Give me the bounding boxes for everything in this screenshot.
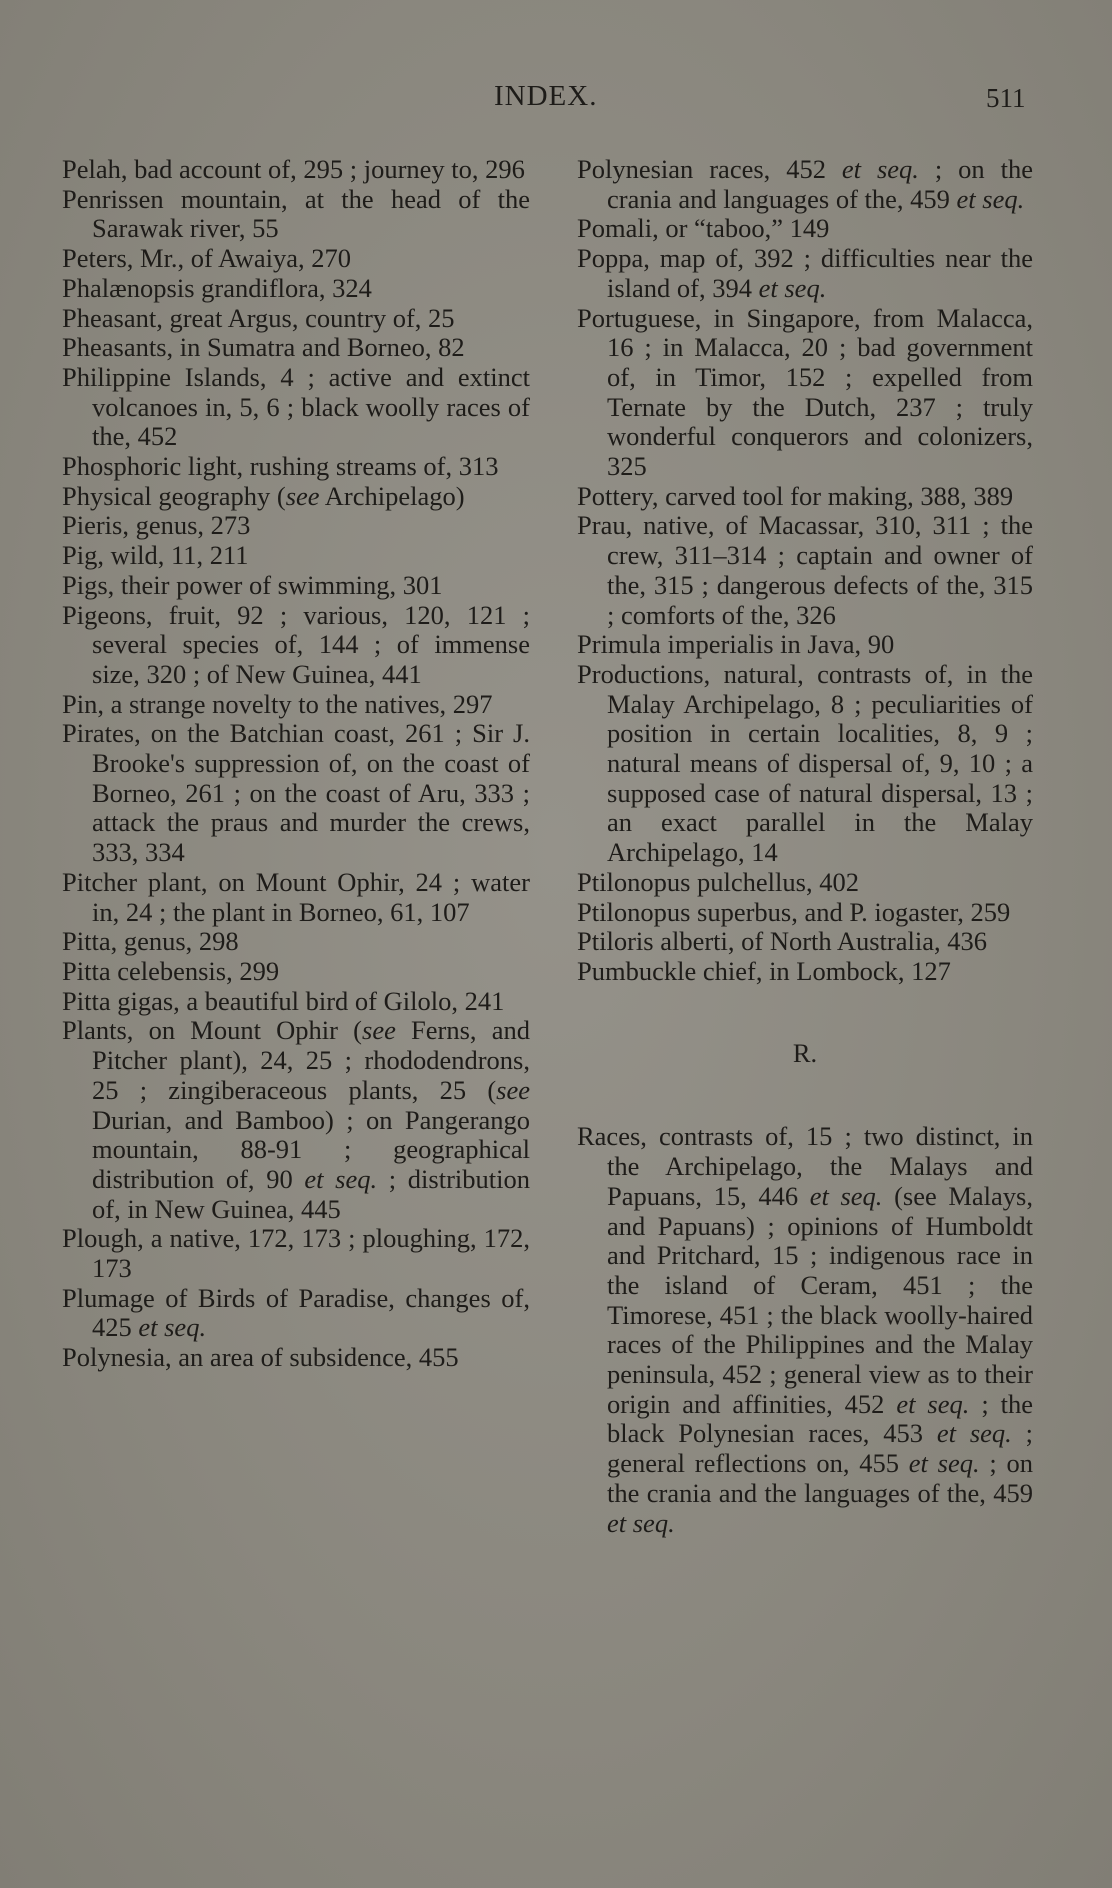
index-entry: Phosphoric light, rushing streams of, 313 <box>62 451 499 482</box>
index-entry: Pin, a strange novelty to the natives, 297 <box>62 688 493 719</box>
index-entry: Ptiloris alberti, of North Australia, 436 <box>577 926 987 957</box>
index-entry: Primula imperialis in Java, 90 <box>577 629 895 660</box>
index-entry: Portuguese, in Singapore, from Malacca, 16 ; in Malacca, 20 ; bad government of, in Timor, 152 ; expelled from Ternate by the Dutch, 237 ; truly wonderful conquerors and colonizers, 325 <box>577 302 1033 482</box>
index-entry: Pheasant, great Argus, country of, 25 <box>62 302 455 333</box>
index-entry: Productions, natural, contrasts of, in the Malay Archipelago, 8 ; peculiarities of position in certain localities, 8, 9 ; natural means of dispersal of, 9, 10 ; a supposed case of natural dispersal, 13 ; an exact parallel in the Malay Archipelago, 14 <box>577 658 1033 868</box>
index-entry: Polynesia, an area of subsidence, 455 <box>62 1342 459 1373</box>
index-entry: Races, contrasts of, 15 ; two distinct, in the Archipelago, the Malays and Papuans, 15, 446 et seq. (see Malays, and Papuans) ; opinions of Humboldt and Pritchard, 15 ; indigenous race in the island of Ceram, 451 ; the Timorese, 451 ; the black woolly-haired races of the Philippines and the Malay peninsula, 452 ; general view as to their origin and affinities, 452 et seq. ; the black Polynesian races, 453 et seq. ; general reflections on, 455 et seq. ; on the crania and the languages of the, 459 et seq. <box>577 1121 1033 1538</box>
index-entry: Pieris, genus, 273 <box>62 510 251 541</box>
index-entry: Peters, Mr., of Awaiya, 270 <box>62 243 352 274</box>
index-entry: Plough, a native, 172, 173 ; ploughing, 172, 173 <box>62 1223 530 1284</box>
index-entry: Penrissen mountain, at the head of the Sarawak river, 55 <box>62 183 530 244</box>
running-head <box>0 80 1112 120</box>
index-entry: Ptilonopus pulchellus, 402 <box>577 866 859 897</box>
right-column-entries <box>577 155 1033 987</box>
index-entry: Poppa, map of, 392 ; difficulties near the island of, 394 et seq. <box>577 243 1033 303</box>
index-entry: Ptilonopus superbus, and P. iogaster, 259 <box>577 896 1011 927</box>
index-entry: Pigeons, fruit, 92 ; various, 120, 121 ; several species of, 144 ; of immense size, 320 ; of New Guinea, 441 <box>62 599 530 689</box>
right-column <box>577 155 1033 1538</box>
index-entry: Pig, wild, 11, 211 <box>62 540 249 571</box>
index-entry: Pitta celebensis, 299 <box>62 955 280 986</box>
index-entry: Physical geography (see Archipelago) <box>62 480 465 511</box>
index-entry: Pomali, or “taboo,” 149 <box>577 213 830 244</box>
index-entry: Pitta, genus, 298 <box>62 926 239 957</box>
index-entry: Pitcher plant, on Mount Ophir, 24 ; water in, 24 ; the plant in Borneo, 61, 107 <box>62 866 530 927</box>
section-letter: R. <box>792 1037 818 1068</box>
left-column <box>62 155 530 1373</box>
index-entry: Pottery, carved tool for making, 388, 389 <box>577 480 1014 511</box>
index-entry: Pirates, on the Batchian coast, 261 ; Sir J. Brooke's suppression of, on the coast of Borneo, 261 ; on the coast of Aru, 333 ; attack the praus and murder the crews, 333, 334 <box>62 718 530 868</box>
page-number: 511 <box>986 83 1026 113</box>
index-entry: Pelah, bad account of, 295 ; journey to, 296 <box>62 154 525 184</box>
index-entry: Polynesian races, 452 et seq. ; on the crania and languages of the, 459 et seq. <box>577 154 1033 214</box>
index-entry: Phalænopsis grandiflora, 324 <box>62 272 372 303</box>
running-title: INDEX. <box>494 80 598 112</box>
right-column-entries-r <box>577 1122 1033 1538</box>
index-entry: Pumbuckle chief, in Lombock, 127 <box>577 955 951 986</box>
index-entry: Philippine Islands, 4 ; active and extinct volcanoes in, 5, 6 ; black woolly races of the, 452 <box>62 361 530 452</box>
index-entry: Plants, on Mount Ophir (see Ferns, and Pitcher plant), 24, 25 ; rhododendrons, 25 ; zingiberaceous plants, 25 (see Durian, and Bamboo) ; on Pangerango mountain, 88-91 ; geographical distribution of, 90 et seq. ; distribution of, in New Guinea, 445 <box>62 1015 530 1224</box>
index-entry: Pigs, their power of swimming, 301 <box>62 569 443 600</box>
index-entry: Pheasants, in Sumatra and Borneo, 82 <box>62 332 465 363</box>
index-entry: Prau, native, of Macassar, 310, 311 ; the crew, 311–314 ; captain and owner of the, 315 ; dangerous defects of the, 315 ; comforts of the, 326 <box>577 510 1033 630</box>
index-entry: Pitta gigas, a beautiful bird of Gilolo, 241 <box>62 985 505 1016</box>
index-entry: Plumage of Birds of Paradise, changes of, 425 et seq. <box>62 1282 530 1343</box>
